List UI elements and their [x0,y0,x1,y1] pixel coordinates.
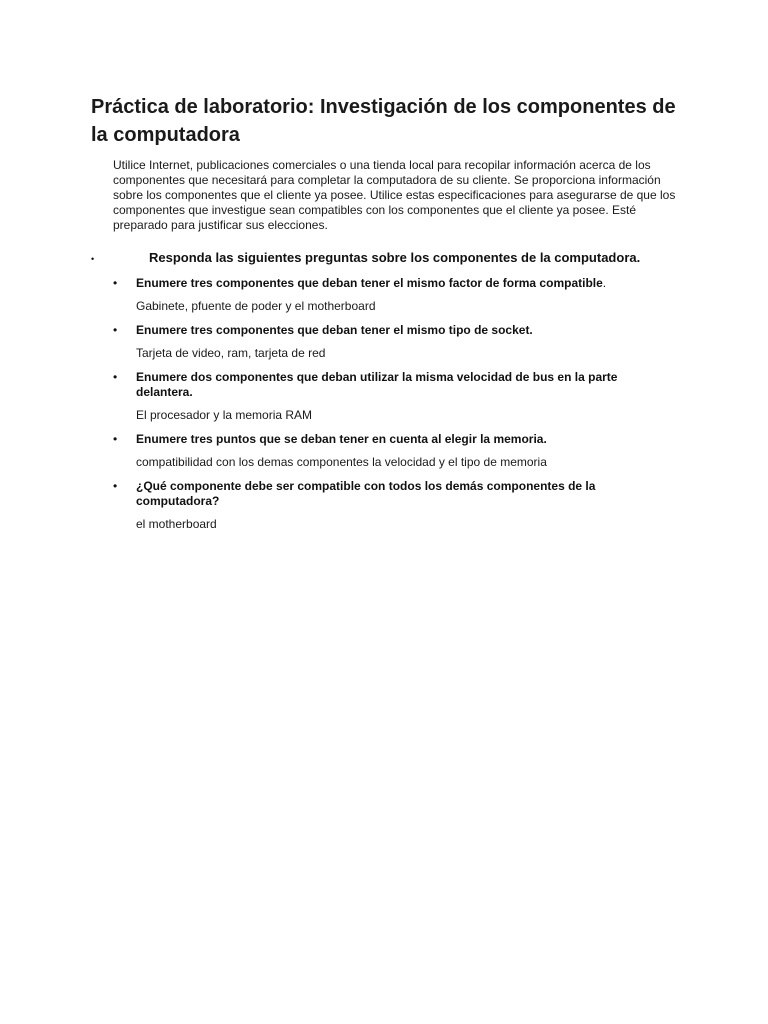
bullet-icon: • [113,432,118,446]
bullet-icon: • [113,276,118,290]
question-tail: . [602,276,607,290]
question-text [136,276,653,291]
question-list [113,276,653,541]
main-instruction [91,250,691,268]
question-label: Enumere dos componentes que deban utilizar la misma velocidad de bus en la parte delantera. [136,370,618,399]
list-item [113,276,653,314]
question-label: Enumere tres componentes que deban tener el mismo factor de forma compatible [136,276,603,290]
question-text [136,479,653,509]
page-title: Práctica de laboratorio: Investigación de los componentes de la computadora [91,96,676,146]
question-label: Enumere tres componentes que deban tener el mismo tipo de socket. [136,323,533,337]
answer-text: El procesador y la memoria RAM [136,408,313,422]
list-item [113,323,653,361]
answer-text: Gabinete, pfuente de poder y el motherboard [136,299,376,313]
main-instruction-text: Responda las siguientes preguntas sobre los componentes de la computadora. [149,250,641,265]
bullet-icon: • [113,370,118,384]
question-label: Enumere tres puntos que se deban tener en cuenta al elegir la memoria. [136,432,547,446]
bullet-icon: • [91,254,95,264]
question-text [136,432,653,447]
answer-text: compatibilidad con los demas componentes la velocidad y el tipo de memoria [136,455,547,469]
bullet-icon: • [113,479,118,493]
bullet-icon: • [113,323,118,337]
question-text [136,370,653,400]
answer-text: Tarjeta de video, ram, tarjeta de red [136,346,326,360]
list-item [113,370,653,423]
question-label: ¿Qué componente debe ser compatible con todos los demás componentes de la computadora? [136,479,596,508]
list-item [113,479,653,532]
question-text [136,323,653,338]
list-item [113,432,653,470]
intro-paragraph: Utilice Internet, publicaciones comerciales o una tienda local para recopilar información acerca de los componentes que necesitará para completar la computadora de su cliente. Se proporciona información sobre los componentes que el cliente ya posee. Utilice estas especificaciones para asegurarse de que los componentes que investigue sean compatibles con los componentes que el cliente ya posee. Esté preparado para justificar sus elecciones. [113,158,676,232]
answer-text: el motherboard [136,517,217,531]
